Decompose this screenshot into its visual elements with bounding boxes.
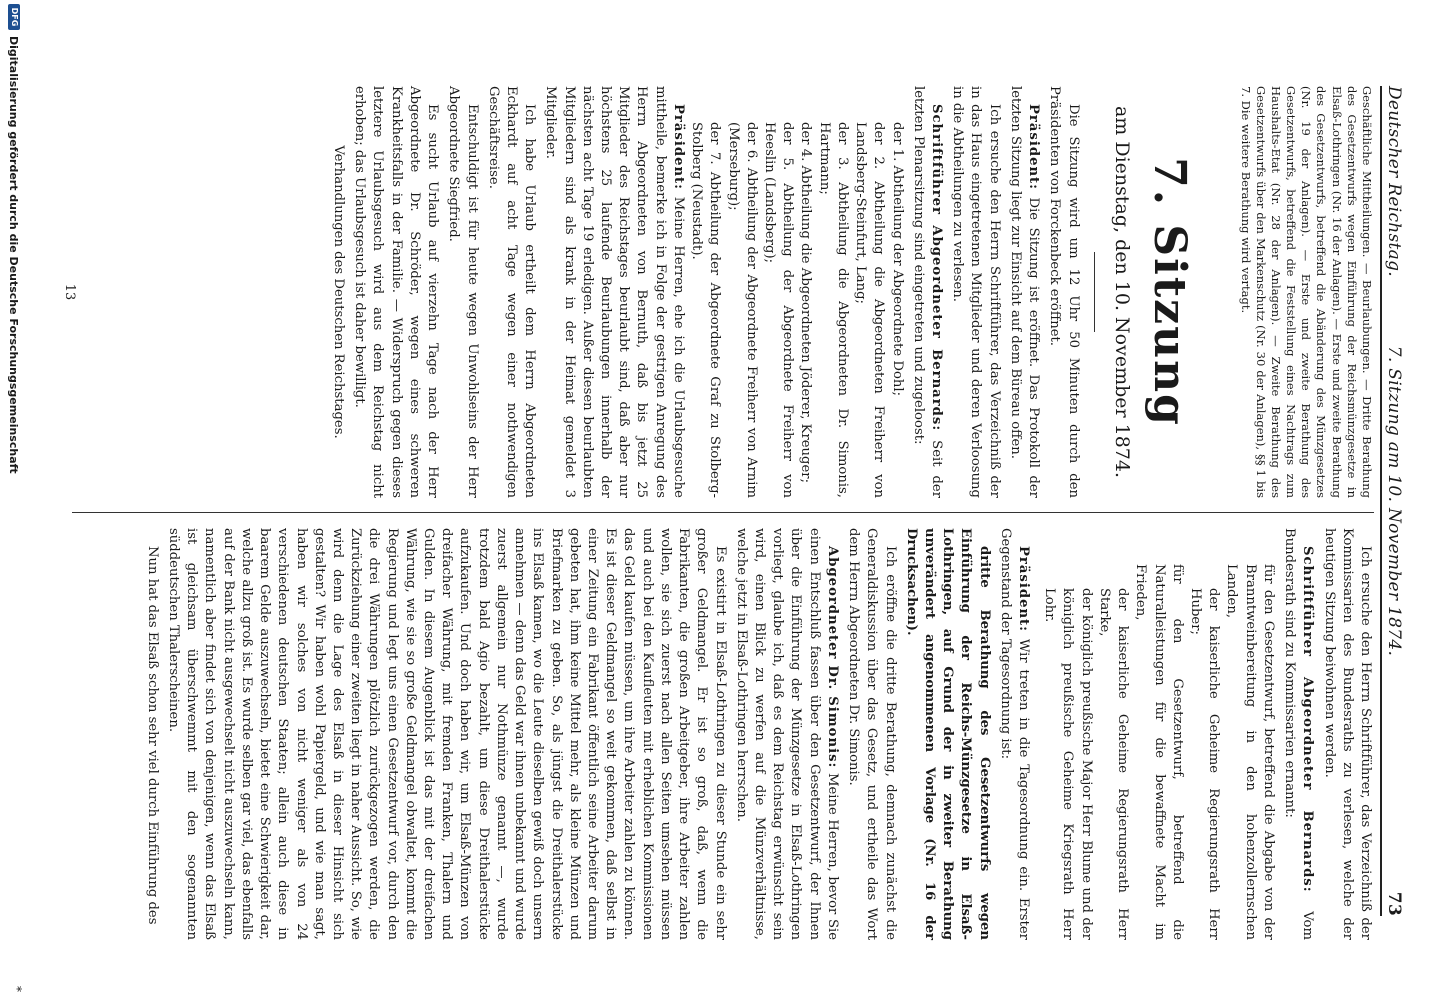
paragraph: Ich eröffne die dritte Berathung, demnach zunächst die Generaldiskussion über das Gesetz, und ertheile das Wort dem Herrn Abgeordneten Dr. Simonis.	[846, 528, 898, 940]
dfg-logo: DFG	[8, 4, 20, 30]
paragraph: Ich ersuche den Herrn Schriftführer, das Verzeichniß der Kommissarien des Bundesraths zu verlesen, welche der heutigen Sitzung beiwohnen werden.	[1321, 528, 1373, 940]
speech-text: Wir treten in die Tagesordnung ein. Erster Gegenstand der Tagesordnung ist:	[997, 528, 1032, 940]
session-title: 7. Sitzung	[1144, 157, 1196, 427]
separator-rule	[1094, 252, 1095, 332]
speech-text: Meine Herren, ehe ich die Urlaubsgesuche mittheile, bemerke ich in Folge der gestrigen Anregung des Herrn Abgeordneten von Bernuth, daß bis jetzt 25 Mitglieder des Reichstages beurlaubt sind, daß aber nur höchstens 25 laufende Beurlaubungen innerhalb der nächsten acht Tage 19 erledigen. Außer diesen beurlaubten Mitgliedern sind als krank in der Heimat gemeldet 3 Mitglieder.	[543, 86, 686, 498]
running-head-center: 7. Sitzung am 10. November 1874.	[1384, 345, 1404, 657]
paragraph: Ich habe Urlaub ertheilt dem Herrn Abgeordneten Eckhardt auf acht Tage wegen einer nothwendigen Geschäftsreise.	[485, 86, 538, 498]
page-number: 73	[1384, 891, 1404, 916]
signature-number: 13	[62, 283, 77, 301]
paragraph: Es existirt in Elsaß-Lothringen zu dieser Stunde ein sehr großer Geldmangel. Er ist so groß, daß, wenn die Fabrikanten, die großen Arbeitgeber, ihre Arbeiter zahlen wollen, sie sich zuerst nach allen Seiten umsehen müssen und auch bei den Kaufleuten mit erheblichen Kommissionen das Geld kaufen müssen, um ihre Arbeiter zahlen zu können. Es ist dieser Geldmangel so weit gekommen, daß selbst in einer Zeitung ein Fabrikant öffentlich seine Arbeiter darum gebeten hat, ihm keine Mittel mehr, als kleine Münzen und Briefmarken zu geben. So, als jüngst die Dreithalerstücke ins Elsaß kamen, wo die Leute dieselben gewiß doch unsern annehmen — denn das Geld war ihnen unbekannt und wurde zuerst allgemein nur Nothmünze genannt —, wurde trotzdem bald Agio bezahlt, um diese Dreithalerstücke aufzukaufen. Und doch haben wir, um Elsaß-Münzen von dreifacher Währung, mit fremden Franken, Thalern und Gulden. In diesem Augenblick ist das mit der dreifachen Währung, wie sie so große Geldmangel obwaltet, kommt die Regierung und legt uns einen Gesetzentwurf vor, durch den die drei Währungen plötzlich zurückgezogen werden, die Zurückziehung einer zweiten liegt in naher Aussicht. So, wie wird denn die Lage des Elsaß in dieser Hinsicht sich gestalten? Wir haben wohl Papiergeld, und wie man sagt, haben wir solches von nicht weniger als von 24 verschiedenen deutschen Staaten; allein auch diese in baarem Gelde auszuwechseln, bietet eine Schwierigkeit dar, welche allzu groß ist. Es wurde selben gar viel, das ebenfalls auf der Bank nicht ausgewechselt nicht auszuwechseln kann, namentlich aber findet sich von denjenigen, wenn das Elsaß ist gleichsam überschwemmt mit den sogenannten süddeutschen Thalerscheinen.	[166, 528, 728, 940]
paragraph	[541, 86, 687, 498]
speech-text: Vom Bundesrath sind zu Kommissarien ernannt:	[1282, 528, 1316, 940]
list-item: für den Gesetzentwurf, betreffend die Abgabe von der Branntweinbereitung in den hohenzollernschen Landen,	[1224, 564, 1276, 940]
speaker-label: Schriftführer Abgeordneter Bernards:	[928, 104, 944, 432]
left-column	[326, 86, 1374, 498]
column-divider	[72, 512, 1374, 513]
list-item: der 4. Abtheilung die Abgeordneten Jöderer, Kreuger;	[798, 122, 814, 484]
speaker-label: Abgeordneter Dr. Simonis:	[824, 546, 840, 769]
list-item: der 1. Abtheilung der Abgeordnete Dohl;	[889, 122, 905, 397]
list-item: der königlich preußische Major Herr Blume und der königlich preußische Geheime Kriegsrath Herr Lohr.	[1042, 588, 1094, 940]
list-item: für den Gesetzentwurf, betreffend die Naturalleistungen für die bewaffnete Macht im Frieden,	[1133, 564, 1185, 940]
paragraph	[909, 86, 945, 498]
speaker-label: Schriftführer Abgeordneter Bernards:	[1300, 546, 1316, 893]
session-date: am Dienstag, den 10. November 1874.	[1110, 105, 1133, 479]
crop-mark: *	[10, 986, 24, 992]
list-item: der kaiserliche Geheime Regierungsrath Herr Starke,	[1096, 588, 1131, 940]
speech-text: Die Sitzung ist eröffnet. Das Protokoll der letzten Sitzung liegt zur Einsicht auf dem Büreau offen.	[1007, 86, 1042, 498]
agenda-item: dritte Berathung des Gesetzentwurfs wegen Einführung der Reichs-Münzgesetze in Elsaß-Lothringen, auf Grund der in zweiter Berathung unverändert angenommenen Vorlage (Nr. 16 der Drucksachen).	[903, 528, 992, 940]
paragraph: Nun hat das Elsaß schon sehr viel durch Einführung des	[144, 546, 160, 925]
paragraph: Entschuldigt ist für heute wegen Unwohlseins der Herr Abgeordnete Siegfried.	[446, 86, 480, 498]
list-item: der kaiserliche Geheime Regierungsrath Herr Huber;	[1188, 588, 1222, 940]
speaker-label: Präsident:	[670, 104, 686, 191]
paragraph	[1006, 86, 1042, 498]
speech-text: Seit der letzten Plenarsitzung sind eingetreten und zugeloost:	[910, 86, 944, 499]
session-summary: Geschäftliche Mittheilungen. — Beurlaubungen. — Dritte Berathung des Gesetzentwurfs wegen Einführung der Reichsmünzgesetze in Elsaß-Lothringen (Nr. 16 der Anlagen). — Erste und zweite Berathung des Gesetzentwurfs, betreffend die Abänderung des Münzgesetzes (Nr. 19 der Anlagen). — Erste und zweite Berathung des Gesetzentwurfs, betreffend die Feststellung eines Nachtrags zum Haushalts-Etat (Nr. 28 der Anlagen). — Zweite Berathung des Gesetzentwurfs über den Markenschutz (Nr. 30 der Anlagen), §§ 1 bis 7. Die weitere Berathung wird vertagt.	[1238, 86, 1374, 498]
running-head-left: Deutscher Reichstag.	[1384, 86, 1404, 277]
list-item: der 5. Abtheilung der Abgeordnete Freiherr von Heeslin (Landsberg);	[762, 122, 796, 498]
list-item: der 7. Abtheilung der Abgeordnete Graf zu Stolberg-Stolberg (Neustadt).	[689, 122, 723, 498]
opening-paragraph: Die Sitzung wird um 12 Uhr 50 Minuten durch den Präsidenten von Forckenbeck eröffnet.	[1047, 86, 1081, 498]
digitization-credit	[4, 0, 24, 1004]
list-item: der 6. Abtheilung der Abgeordnete Freiherr von Arnim (Merseburg);	[725, 122, 759, 498]
running-head	[1380, 86, 1404, 916]
paragraph: Es sucht Urlaub auf vierzehn Tage nach der Herr Abgeordnete Dr. Schröder, wegen eines schweren Krankheitsfalls in der Familie. — Widerspruch gegen dieses letztere Urlaubsgesuch wird aus dem Reichstag nicht erhoben; das Urlaubsgesuch ist daher bewilligt.	[352, 86, 441, 498]
paragraph	[732, 528, 841, 940]
paragraph: Ich ersuche den Herrn Schriftführer, das Verzeichniß der in das Haus eingetretenen Mitglieder und deren Verloosung in die Abtheilungen zu verlesen.	[950, 86, 1002, 498]
speaker-label: Präsident:	[1026, 104, 1042, 191]
publication-note: Verhandlungen des Deutschen Reichstages.	[330, 145, 346, 439]
paragraph	[996, 528, 1032, 940]
right-column	[140, 528, 1374, 940]
list-item: der 3. Abtheilung die Abgeordneten Dr. Simonis, Hartmann;	[816, 122, 850, 498]
speaker-label: Präsident:	[1016, 546, 1032, 633]
digitization-text: Digitalisierung gefördert durch die Deutsche Forschungsgemeinschaft	[7, 36, 21, 474]
paragraph	[1280, 528, 1316, 940]
list-item: der 2. Abtheilung die Abgeordneten Freiherr von Landsberg-Steinfurt, Lang;	[853, 122, 887, 498]
speech-text: Meine Herren, bevor Sie einen Entschluß fassen über den Gesetzentwurf, der Ihnen über die Einführung der Münzgesetze in Elsaß-Lothringen vorliegt, glaube ich, daß es dem Reichstag erwünscht sein wird, einen Blick zu werfen auf die Münzverhältnisse, welche jetzt in Elsaß-Lothringen herrschen.	[733, 528, 840, 940]
